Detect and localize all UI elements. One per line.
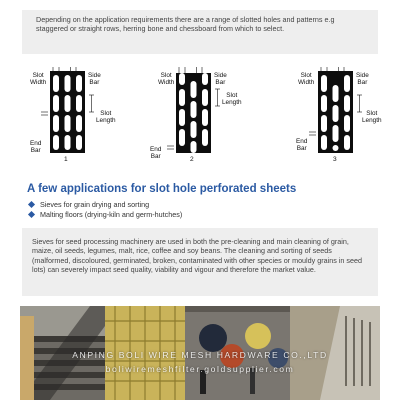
diagram-2-side-bar-label: Side Bar	[214, 72, 227, 86]
list-item-text: Malting floors (drying-kiln and germ-hutches)	[40, 209, 183, 219]
intro-box	[22, 10, 378, 54]
diamond-bullet-icon	[28, 211, 35, 218]
intro-text: Depending on the application requirements there are a range of slotted holes and patterns e.g staggered or straight rows, herring bone and chessboard from which to select.	[36, 15, 335, 34]
applications-title: A few applications for slot hole perforated sheets	[27, 183, 297, 195]
list-item-text: Sieves for grain drying and sorting	[40, 200, 150, 209]
diagram-1	[41, 67, 94, 153]
diamond-bullet-icon	[28, 201, 35, 208]
diagram-2	[167, 67, 220, 153]
diagram-3-number: 3	[333, 156, 337, 163]
diagram-1-slot-length-label: Slot Length	[96, 110, 116, 124]
diagram-1-slot-width-label: Slot Width	[30, 72, 47, 86]
diagram-3-end-bar-label: End Bar	[296, 138, 308, 152]
diagram-3-slot-length-label: Slot Length	[362, 110, 382, 124]
list-item	[27, 200, 182, 210]
description-box	[22, 228, 378, 296]
slot-diagrams	[0, 58, 400, 168]
diagram-2-slot-length-label: Slot Length	[222, 92, 242, 106]
diagram-3-slot-width-label: Slot Width	[298, 72, 315, 86]
list-item	[27, 210, 182, 220]
application-photos	[20, 306, 380, 400]
watermark-website: boliwiremeshfilter.goldsupplier.com	[105, 364, 295, 374]
slot-pattern-diagrams	[0, 58, 400, 168]
diagram-1-number: 1	[64, 156, 68, 163]
diagram-3	[309, 67, 362, 153]
description-text: Sieves for seed processing machinery are used in both the pre-cleaning and main cleaning of grain, maize, oil seeds, legumes, malt, rice, coffee and soy beans. The cleaning and sorting of seeds (malformed, discoloured, germinated, broken, contaminated with other species or mouldy grains in seed lots) can severely impact seed quality, viability and vigour and therefore the market value.	[32, 237, 362, 275]
watermark-company: ANPING BOLI WIRE MESH HARDWARE CO.,LTD	[72, 350, 328, 360]
applications-list	[27, 200, 182, 219]
diagram-2-slot-width-label: Slot Width	[158, 72, 175, 86]
diagram-1-end-bar-label: End Bar	[30, 140, 42, 154]
diagram-2-end-bar-label: End Bar	[150, 146, 162, 160]
diagram-1-side-bar-label: Side Bar	[88, 72, 101, 86]
diagram-3-side-bar-label: Side Bar	[356, 72, 369, 86]
diagram-2-number: 2	[190, 156, 194, 163]
